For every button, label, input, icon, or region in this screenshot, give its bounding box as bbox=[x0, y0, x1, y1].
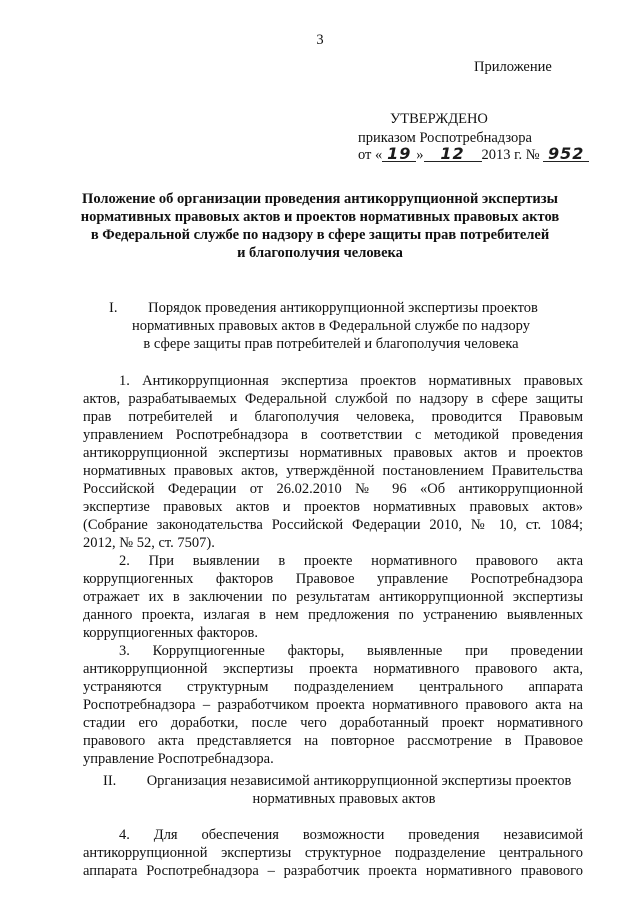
section-heading-line: Организация независимой антикоррупционной экспертизы проектов bbox=[146, 773, 572, 789]
paragraph-line: актов, разрабатываемых Федеральной службой по надзору в сфере защиты bbox=[83, 391, 583, 407]
handwritten-order-number: 952 bbox=[543, 146, 589, 162]
title-line: нормативных правовых актов и проектов нормативных правовых актов bbox=[80, 209, 560, 225]
title-line: и благополучия человека bbox=[237, 245, 403, 261]
paragraph-line: устраняются структурным подразделением центрального аппарата bbox=[83, 679, 583, 695]
appendix-label: Приложение bbox=[474, 59, 552, 75]
paragraph-line: нормативных правовых актов, утверждённой постановлением Правительства bbox=[83, 463, 583, 479]
section-number: II. bbox=[103, 773, 117, 789]
section-number: I. bbox=[109, 300, 118, 316]
paragraph-line: 3. Коррупциогенные факторы, выявленные при проведении bbox=[119, 643, 583, 659]
paragraph-line: данного проекта, излагая в нем предложения по устранению выявленных bbox=[83, 607, 583, 623]
paragraph-line: управлением Роспотребнадзора в соответствии с методикой проведения bbox=[83, 427, 583, 443]
section-heading-line: нормативных правовых актов bbox=[252, 791, 436, 807]
approval-order-by: приказом Роспотребнадзора bbox=[358, 130, 532, 146]
section-heading-1 bbox=[0, 299, 640, 353]
date-separator: » bbox=[416, 147, 424, 163]
paragraph-line: прав потребителей и благополучия человека, проводится Правовым bbox=[83, 409, 583, 425]
paragraph-line: антикоррупционной экспертизы структурное подразделение центрального bbox=[83, 845, 583, 861]
paragraph-line: антикоррупционной экспертизы проекта нормативного правового акта, bbox=[83, 661, 583, 677]
title-line: Положение об организации проведения антикоррупционной экспертизы bbox=[82, 191, 558, 207]
handwritten-day: 19 bbox=[382, 146, 416, 162]
handwritten-month: 12 bbox=[424, 146, 482, 162]
title-line: в Федеральной службе по надзору в сфере защиты прав потребителей bbox=[90, 227, 550, 243]
date-year: 2013 г. № bbox=[481, 147, 540, 163]
paragraph-3 bbox=[83, 642, 583, 768]
paragraph-line: коррупциогенных факторов. bbox=[83, 625, 259, 641]
paragraph-1 bbox=[83, 372, 583, 552]
paragraph-4 bbox=[83, 826, 583, 880]
section-heading-line: в сфере защиты прав потребителей и благополучия человека bbox=[143, 336, 519, 352]
section-heading-2 bbox=[0, 772, 640, 808]
section-heading-line: нормативных правовых актов в Федеральной службе по надзору bbox=[132, 318, 530, 334]
paragraph-line: отражает их в заключении по результатам антикоррупционной экспертизы bbox=[83, 589, 583, 605]
paragraph-line: 2012, № 52, ст. 7507). bbox=[83, 535, 215, 551]
document-title bbox=[0, 190, 640, 262]
paragraph-line: коррупциогенных факторов Правовое управление Роспотребнадзора bbox=[83, 571, 583, 587]
paragraph-line: стадии его доработки, после чего доработанный проект нормативного bbox=[83, 715, 583, 731]
paragraph-line: правового акта представляется на повторное рассмотрение в Правовое bbox=[83, 733, 583, 749]
paragraph-line: управление Роспотребнадзора. bbox=[83, 751, 274, 767]
page-number: 3 bbox=[316, 32, 324, 48]
section-heading-line: Порядок проведения антикоррупционной экспертизы проектов bbox=[148, 300, 538, 316]
approval-stamp-title: УТВЕРЖДЕНО bbox=[390, 111, 488, 127]
paragraph-2 bbox=[83, 552, 583, 642]
paragraph-line: 4. Для обеспечения возможности проведения независимой bbox=[119, 827, 583, 843]
paragraph-line: Российской Федерации от 26.02.2010 № 96 «Об антикоррупционной bbox=[83, 481, 583, 497]
approval-date-line bbox=[358, 146, 589, 164]
date-prefix: от « bbox=[358, 147, 383, 163]
paragraph-line: Роспотребнадзора – разработчиком проекта нормативного правового акта на bbox=[83, 697, 583, 713]
paragraph-line: аппарата Роспотребнадзора – разработчик проекта нормативного правового bbox=[83, 863, 583, 879]
paragraph-line: антикоррупционной экспертизы нормативных правовых актов и проектов bbox=[83, 445, 583, 461]
paragraph-line: 1. Антикоррупционная экспертиза проектов нормативных правовых bbox=[119, 373, 583, 389]
paragraph-line: (Собрание законодательства Российской Федерации 2010, № 10, ст. 1084; bbox=[83, 517, 583, 533]
paragraph-line: экспертизе правовых актов и проектов нормативных правовых актов» bbox=[83, 499, 583, 515]
paragraph-line: 2. При выявлении в проекте нормативного правового акта bbox=[119, 553, 583, 569]
